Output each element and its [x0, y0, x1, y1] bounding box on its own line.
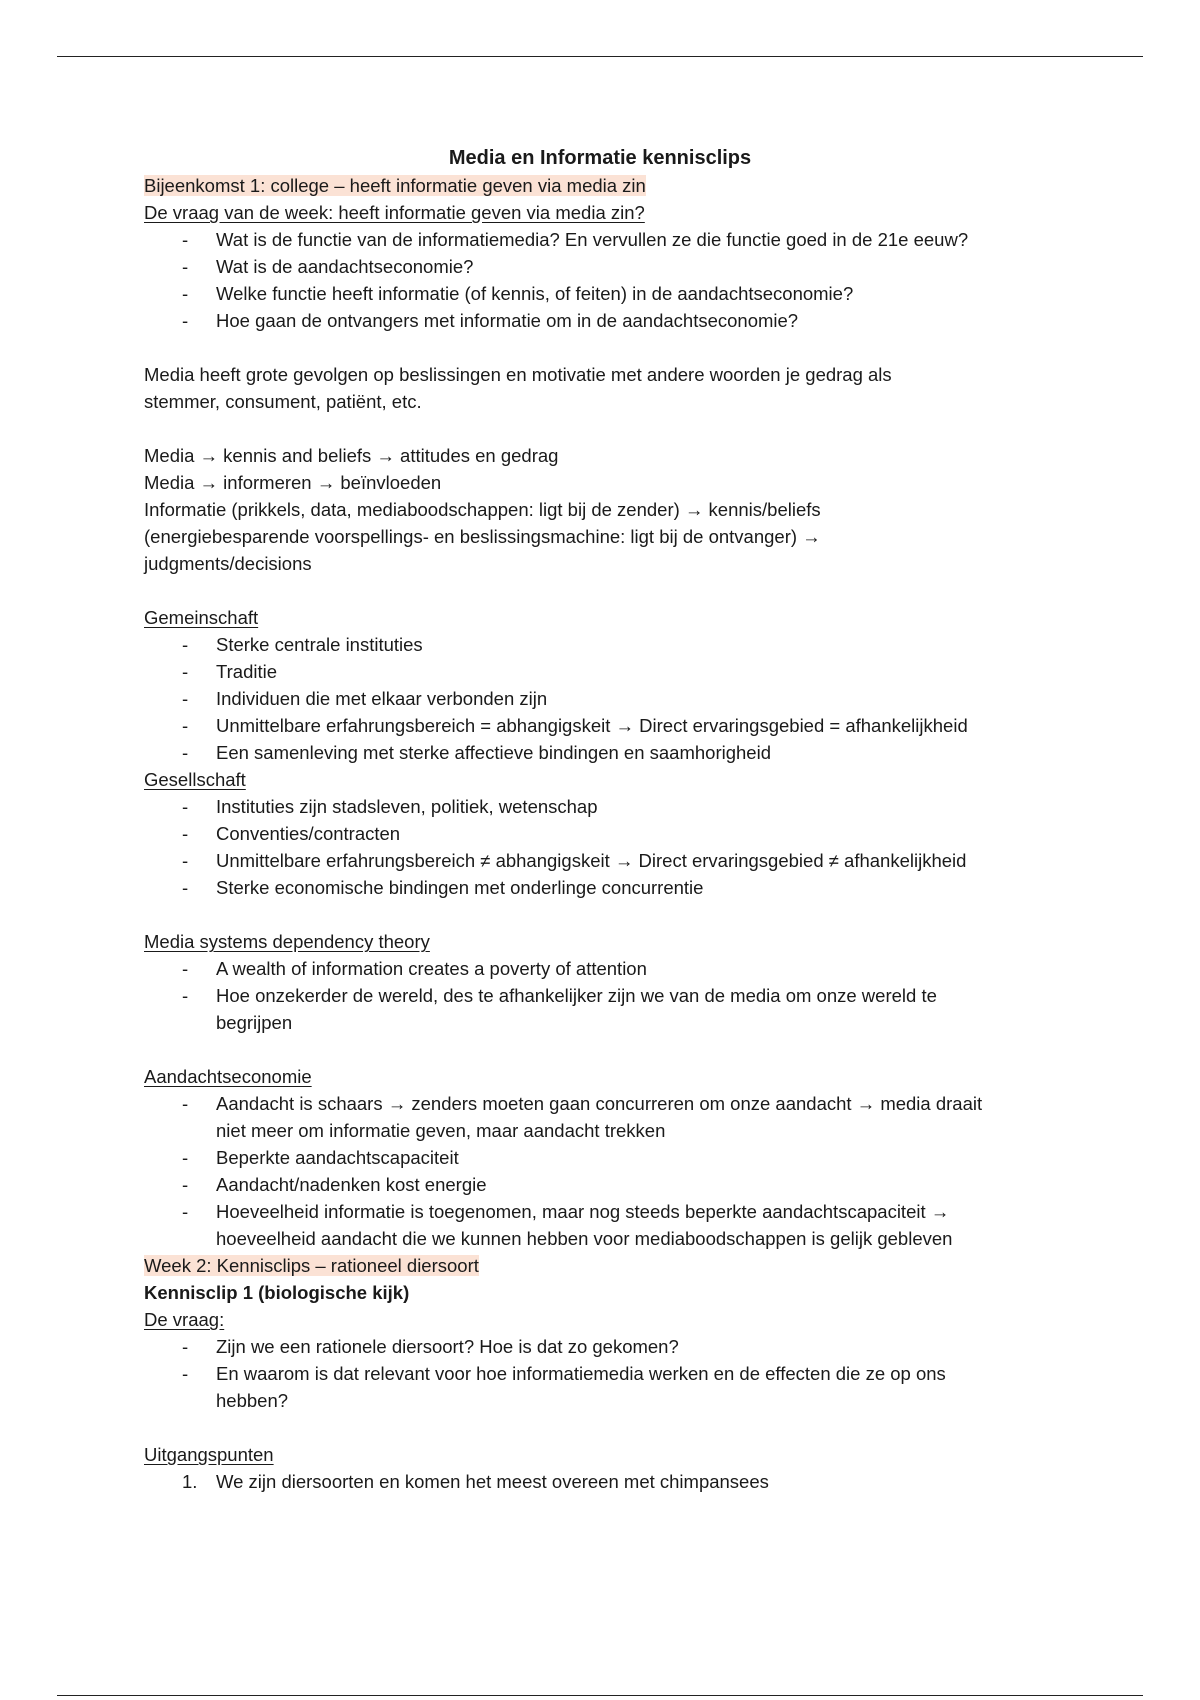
list-item: - Zijn we een rationele diersoort? Hoe is dat zo gekomen?	[182, 1336, 679, 1357]
aandachtseconomie-heading: Aandachtseconomie	[144, 1066, 312, 1087]
page-bottom-rule	[57, 1695, 1143, 1696]
list-item: - Instituties zijn stadsleven, politiek, wetenschap	[182, 796, 598, 817]
section-heading-week-2: Week 2: Kennisclips – rationeel diersoort	[144, 1255, 479, 1276]
list-item: - Individuen die met elkaar verbonden zijn	[182, 688, 548, 709]
list-item: - Hoe onzekerder de wereld, des te afhankelijker zijn we van de media om onze wereld te begrijpen	[182, 985, 937, 1033]
list-item: - Aandacht/nadenken kost energie	[182, 1174, 487, 1195]
paragraph-line: Media → informeren → beïnvloeden	[144, 472, 442, 493]
list-item: - Beperkte aandachtscapaciteit	[182, 1147, 459, 1168]
list-item: - Unmittelbare erfahrungsbereich = abhangigskeit → Direct ervaringsgebied = afhankelijkheid	[182, 715, 968, 736]
list-item: - Aandacht is schaars → zenders moeten gaan concurreren om onze aandacht → media draait niet meer om informatie geven, maar aandacht trekken	[182, 1093, 983, 1141]
gesellschaft-list	[144, 793, 1056, 901]
paragraph-line: Media heeft grote gevolgen op beslissingen en motivatie met andere woorden je gedrag als	[144, 364, 892, 385]
page-top-rule	[57, 56, 1143, 57]
de-vraag-list	[144, 1333, 1056, 1414]
aandachtseconomie-list	[144, 1090, 1056, 1252]
list-item: - Hoeveelheid informatie is toegenomen, maar nog steeds beperkte aandachtscapaciteit → hoeveelheid aandacht die we kunnen hebben voor mediaboodschappen is gelijk gebleven	[182, 1201, 953, 1249]
list-item: - Wat is de functie van de informatiemedia? En vervullen ze die functie goed in de 21e eeuw?	[182, 229, 969, 250]
list-item: - Hoe gaan de ontvangers met informatie om in de aandachtseconomie?	[182, 310, 799, 331]
paragraph-line: (energiebesparende voorspellings- en beslissingsmachine: ligt bij de ontvanger) →	[144, 526, 821, 547]
paragraph-line: judgments/decisions	[144, 553, 312, 574]
paragraph-line: stemmer, consument, patiënt, etc.	[144, 391, 422, 412]
list-item: - Conventies/contracten	[182, 823, 401, 844]
gesellschaft-heading: Gesellschaft	[144, 769, 246, 790]
document-title: Media en Informatie kennisclips	[448, 147, 752, 169]
question-list	[144, 226, 1056, 334]
list-item: - Sterke economische bindingen met onderlinge concurrentie	[182, 877, 704, 898]
uitgangspunten-heading: Uitgangspunten	[144, 1444, 274, 1465]
gemeinschaft-list	[144, 631, 1056, 766]
section-heading-bijeenkomst-1: Bijeenkomst 1: college – heeft informatie geven via media zin	[144, 175, 646, 196]
list-item: 1. We zijn diersoorten en komen het meest overeen met chimpansees	[182, 1471, 769, 1492]
document-body	[144, 144, 1056, 1495]
msdt-list	[144, 955, 1056, 1036]
paragraph-line: Media → kennis and beliefs → attitudes en gedrag	[144, 445, 559, 466]
gemeinschaft-heading: Gemeinschaft	[144, 607, 259, 628]
list-item: - Een samenleving met sterke affectieve bindingen en saamhorigheid	[182, 742, 771, 763]
list-item: - Unmittelbare erfahrungsbereich ≠ abhangigskeit → Direct ervaringsgebied ≠ afhankelijkheid	[182, 850, 967, 871]
question-of-week-heading: De vraag van de week: heeft informatie geven via media zin?	[144, 202, 645, 223]
de-vraag-heading: De vraag:	[144, 1309, 225, 1330]
kennisclip-1-heading: Kennisclip 1 (biologische kijk)	[144, 1282, 410, 1303]
list-item: - A wealth of information creates a poverty of attention	[182, 958, 647, 979]
paragraph-line: Informatie (prikkels, data, mediaboodschappen: ligt bij de zender) → kennis/beliefs	[144, 499, 821, 520]
list-item: - Welke functie heeft informatie (of kennis, of feiten) in de aandachtseconomie?	[182, 283, 854, 304]
list-item: - En waarom is dat relevant voor hoe informatiemedia werken en de effecten die ze op ons hebben?	[182, 1363, 946, 1411]
list-item: - Sterke centrale instituties	[182, 634, 423, 655]
uitgangspunten-list	[144, 1468, 1056, 1495]
list-item: - Wat is de aandachtseconomie?	[182, 256, 474, 277]
list-item: - Traditie	[182, 661, 278, 682]
msdt-heading: Media systems dependency theory	[144, 931, 430, 952]
